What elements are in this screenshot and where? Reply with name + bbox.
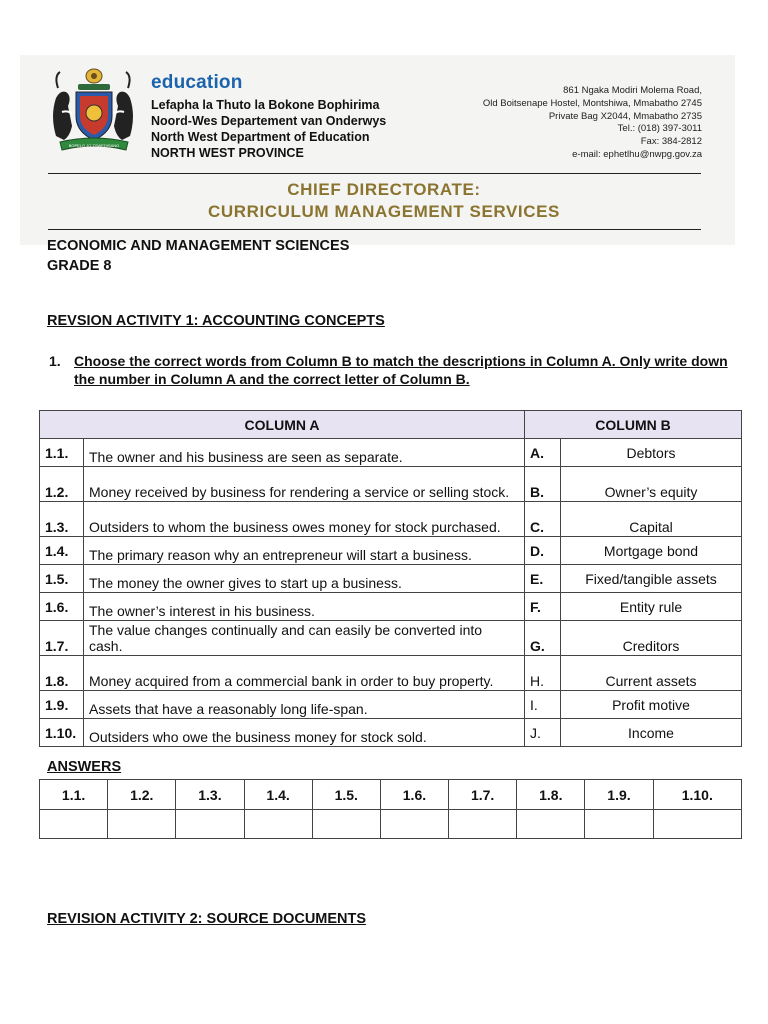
- contact-address: [483, 85, 702, 162]
- row-description: The value changes continually and can easily be converted into cash.: [84, 621, 525, 656]
- row-number: 1.1.: [40, 439, 84, 467]
- answer-blank-cell[interactable]: [517, 810, 585, 839]
- row-letter: A.: [525, 439, 561, 467]
- row-description: The primary reason why an entrepreneur will start a business.: [84, 537, 525, 565]
- table-row: [40, 621, 742, 656]
- column-a-header: COLUMN A: [40, 411, 525, 439]
- row-number: 1.2.: [40, 467, 84, 502]
- table-row: [40, 593, 742, 621]
- row-description: Outsiders who owe the business money for stock sold.: [84, 719, 525, 747]
- row-number: 1.3.: [40, 502, 84, 537]
- row-description: Outsiders to whom the business owes money for stock purchased.: [84, 502, 525, 537]
- activity-1-title: REVSION ACTIVITY 1: ACCOUNTING CONCEPTS: [47, 313, 385, 329]
- table-row: [40, 565, 742, 593]
- table-row: [40, 439, 742, 467]
- matching-table: [39, 410, 742, 747]
- row-description: Assets that have a reasonably long life-span.: [84, 691, 525, 719]
- answer-header-cell: 1.1.: [40, 780, 108, 810]
- row-number: 1.7.: [40, 621, 84, 656]
- answer-blank-cell[interactable]: [244, 810, 312, 839]
- row-letter: H.: [525, 656, 561, 691]
- row-description: The owner and his business are seen as separate.: [84, 439, 525, 467]
- answer-header-cell: 1.3.: [176, 780, 244, 810]
- activity-2-title: REVISION ACTIVITY 2: SOURCE DOCUMENTS: [47, 911, 367, 927]
- province-name: NORTH WEST PROVINCE: [151, 146, 304, 160]
- row-letter: D.: [525, 537, 561, 565]
- row-option: Owner’s equity: [561, 467, 742, 502]
- directorate-title: [0, 179, 768, 223]
- answers-header-row: [40, 780, 742, 810]
- table-row: [40, 691, 742, 719]
- row-number: 1.5.: [40, 565, 84, 593]
- table-row: [40, 467, 742, 502]
- row-description: The owner’s interest in his business.: [84, 593, 525, 621]
- answer-blank-cell[interactable]: [449, 810, 517, 839]
- coat-of-arms-logo: [42, 66, 144, 158]
- row-option: Income: [561, 719, 742, 747]
- answers-input-row: [40, 810, 742, 839]
- directorate-line-1: CHIEF DIRECTORATE:: [287, 180, 481, 199]
- subject-heading: [47, 236, 349, 276]
- header-rule-top: [48, 173, 701, 174]
- department-name-block: [151, 72, 386, 161]
- department-name-afrikaans: Noord-Wes Departement van Onderwys: [151, 114, 387, 128]
- row-option: Creditors: [561, 621, 742, 656]
- answer-blank-cell[interactable]: [108, 810, 176, 839]
- row-letter: G.: [525, 621, 561, 656]
- question-number: 1.: [49, 353, 61, 369]
- row-letter: J.: [525, 719, 561, 747]
- answer-header-cell: 1.6.: [380, 780, 448, 810]
- row-description: The money the owner gives to start up a business.: [84, 565, 525, 593]
- row-option: Fixed/tangible assets: [561, 565, 742, 593]
- row-letter: B.: [525, 467, 561, 502]
- answer-header-cell: 1.8.: [517, 780, 585, 810]
- answer-header-cell: 1.10.: [653, 780, 741, 810]
- table-row: [40, 502, 742, 537]
- answer-blank-cell[interactable]: [585, 810, 653, 839]
- row-letter: C.: [525, 502, 561, 537]
- answer-blank-cell[interactable]: [380, 810, 448, 839]
- address-tel: Tel.: (018) 397-3011: [617, 123, 702, 135]
- department-name-setswana: Lefapha la Thuto la Bokone Bophirima: [151, 98, 380, 112]
- subject-name: ECONOMIC AND MANAGEMENT SCIENCES: [47, 238, 350, 254]
- department-name-english: North West Department of Education: [151, 130, 370, 144]
- answers-heading: ANSWERS: [47, 759, 122, 775]
- answer-blank-cell[interactable]: [40, 810, 108, 839]
- answer-blank-cell[interactable]: [312, 810, 380, 839]
- row-option: Profit motive: [561, 691, 742, 719]
- answer-header-cell: 1.5.: [312, 780, 380, 810]
- answer-header-cell: 1.4.: [244, 780, 312, 810]
- row-option: Capital: [561, 502, 742, 537]
- row-number: 1.9.: [40, 691, 84, 719]
- crest-motto: BOPELO JO TSWEDISANO: [68, 143, 120, 148]
- header-rule-bottom: [48, 229, 701, 230]
- row-description: Money received by business for rendering a service or selling stock.: [84, 467, 525, 502]
- table-row: [40, 537, 742, 565]
- address-fax: Fax: 384-2812: [640, 136, 702, 148]
- row-number: 1.8.: [40, 656, 84, 691]
- directorate-line-2: CURRICULUM MANAGEMENT SERVICES: [207, 202, 561, 221]
- address-hostel: Old Boitsenape Hostel, Montshiwa, Mmabatho 2745: [482, 97, 702, 109]
- matching-table-header: [40, 411, 742, 439]
- answer-header-cell: 1.9.: [585, 780, 653, 810]
- row-letter: F.: [525, 593, 561, 621]
- answers-table: [39, 779, 742, 839]
- address-email: e-mail: ephetlhu@nwpg.gov.za: [572, 148, 702, 160]
- row-letter: I.: [525, 691, 561, 719]
- column-b-header: COLUMN B: [525, 411, 742, 439]
- education-wordmark: education: [151, 72, 243, 93]
- row-number: 1.6.: [40, 593, 84, 621]
- row-option: Current assets: [561, 656, 742, 691]
- question-1: [49, 352, 729, 388]
- address-private-bag: Private Bag X2044, Mmabatho 2735: [548, 110, 702, 122]
- question-instructions: Choose the correct words from Column B to match the descriptions in Column A. Only write down the number in Column A and the correct letter of Column B.: [74, 353, 728, 387]
- row-description: Money acquired from a commercial bank in order to buy property.: [84, 656, 525, 691]
- table-row: [40, 656, 742, 691]
- row-number: 1.10.: [40, 719, 84, 747]
- answer-header-cell: 1.2.: [108, 780, 176, 810]
- answer-blank-cell[interactable]: [176, 810, 244, 839]
- table-row: [40, 719, 742, 747]
- answer-header-cell: 1.7.: [449, 780, 517, 810]
- row-number: 1.4.: [40, 537, 84, 565]
- row-option: Mortgage bond: [561, 537, 742, 565]
- answer-blank-cell[interactable]: [653, 810, 741, 839]
- row-letter: E.: [525, 565, 561, 593]
- row-option: Entity rule: [561, 593, 742, 621]
- grade-label: GRADE 8: [47, 258, 112, 274]
- address-street: 861 Ngaka Modiri Molema Road,: [563, 85, 702, 96]
- row-option: Debtors: [561, 439, 742, 467]
